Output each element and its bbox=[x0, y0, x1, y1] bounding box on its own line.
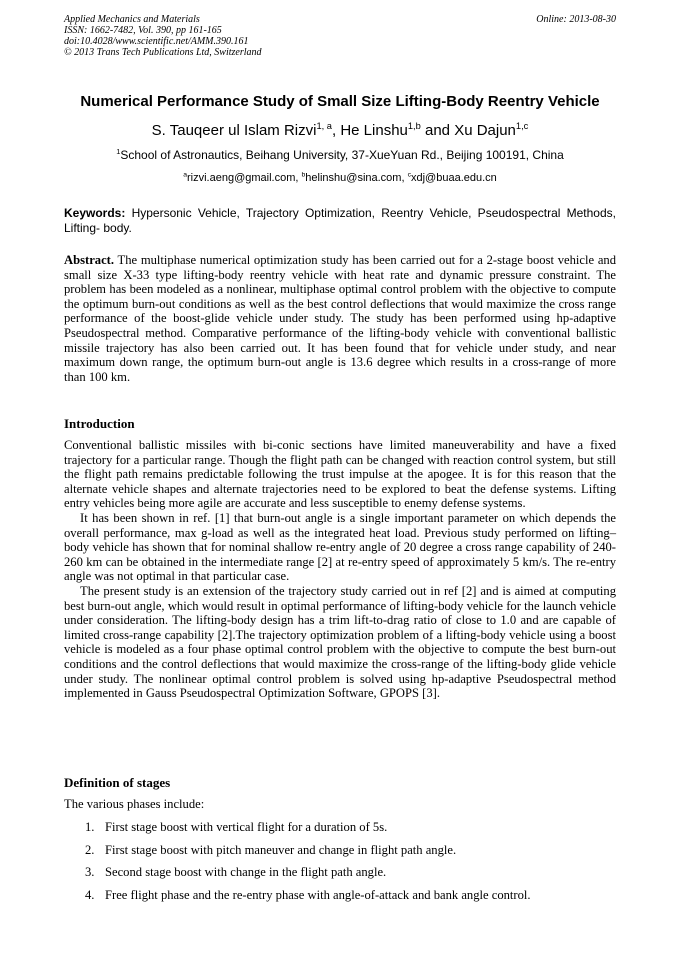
author-separator: and bbox=[420, 122, 455, 139]
abstract-text: The multiphase numerical optimization study has been carried out for a 2-stage boost vehicle and small size X-33 type lifting-body reentry vehicle with heat rate and dynamic pressure constraint. The problem has been modeled as a nonlinear, multiphase optimal control problem with the objective to compute the optimum burn-out conditions as well as the best control deflections that would maximize the cross range performance of the boost-glide vehicle under study. The study has been performed using hp-adaptive Pseudospectral method. Comparative performance of the lifting-body vehicle with conventional ballistic missile trajectory has also been carried out. It has been found that for vehicle under study, and near maximum down range, the optimum burn-out angle is 13.6 degree which results in a cross-range of more than 100 km. bbox=[64, 253, 616, 384]
email-separator: , bbox=[401, 172, 408, 184]
author-name: He Linshu bbox=[340, 122, 408, 139]
email-marker: b bbox=[301, 171, 306, 179]
stages-heading: Definition of stages bbox=[64, 775, 171, 790]
list-item bbox=[85, 820, 616, 843]
list-number: 1. bbox=[85, 820, 95, 834]
journal-doi: doi:10.4028/www.scientific.net/AMM.390.161 bbox=[64, 36, 249, 47]
author-affiliation-marker: 1,b bbox=[407, 121, 421, 131]
paragraph: It has been shown in ref. [1] that burn-out angle is a single important parameter on which depends the overall performance, max g-load as well as the integrated heat load. Previous study performed on lifting–body vehicle has shown that for nominal shallow re-entry angle of 20 degree a cross range capability of 240-260 km can be obtained in the intermediate range [2] at re-entry speed of approximately 5 km/s. The re-entry angle was not optimal in that particular case. bbox=[64, 510, 616, 584]
journal-name: Applied Mechanics and Materials bbox=[64, 14, 200, 25]
affiliation-marker: 1 bbox=[116, 147, 121, 156]
email-address[interactable]: helinshu@sina.com bbox=[305, 172, 402, 184]
list-number: 3. bbox=[85, 865, 95, 879]
paper-title: Numerical Performance Study of Small Size Lifting-Body Reentry Vehicle bbox=[80, 93, 600, 111]
affiliation-text: School of Astronautics, Beihang University, 37-XueYuan Rd., Beijing 100191, China bbox=[120, 148, 564, 162]
list-text: Second stage boost with change in the flight path angle. bbox=[105, 865, 387, 879]
list-text: First stage boost with pitch maneuver and change in flight path angle. bbox=[105, 842, 457, 857]
abstract bbox=[64, 253, 616, 384]
author-name: S. Tauqeer ul Islam Rizvi bbox=[151, 122, 317, 139]
paragraph: The present study is an extension of the trajectory study carried out in ref [2] and is aimed at computing best burn-out angle, which would result in optimal performance of lifting-body vehicle for the launch vehicle under consideration. The lifting-body design has a trim lift-to-drag ratio of close to 1.0 and are capable of limited cross-range capability [2].The trajectory optimization problem of a lifting-body vehicle using a boost vehicle is modeled as a four phase optimal control problem with the objective to compute the best burn-out conditions and the control deflections that would maximize the cross-range of the lifting-body glide vehicle under study. The nonlinear optimal control problem is solved using hp-adaptive Pseudospectral method implemented in Gauss Pseudospectral Optimization Software, GPOPS [3]. bbox=[64, 583, 616, 701]
introduction-heading: Introduction bbox=[64, 416, 135, 431]
email-marker: c bbox=[407, 171, 411, 179]
email-address[interactable]: xdj@buaa.edu.cn bbox=[411, 172, 497, 184]
list-number: 2. bbox=[85, 842, 95, 857]
list-number: 4. bbox=[85, 887, 95, 902]
author-name: Xu Dajun bbox=[454, 122, 516, 139]
list-item bbox=[85, 843, 616, 866]
author-emails bbox=[64, 171, 616, 185]
introduction-body bbox=[64, 438, 616, 701]
email-marker: a bbox=[183, 171, 187, 179]
keywords bbox=[64, 206, 616, 236]
phase-list bbox=[85, 820, 616, 910]
author-list bbox=[64, 122, 616, 140]
author-separator: , bbox=[331, 122, 341, 139]
list-text: First stage boost with vertical flight for a duration of 5s. bbox=[105, 820, 388, 834]
paragraph: Conventional ballistic missiles with bi-conic sections have limited maneuverability and have a fixed trajectory for a particular range. Though the flight path can be changed with reaction control system, but still the flight path remains predictable following the trust impulse at the apogee. It is for this reason that the alternate vehicle shapes and alternate trajectories need to be explored to beat the defense systems. Lifting entry vehicles being more agile are accurate and less susceptible to enemy defense systems. bbox=[64, 438, 616, 511]
email-separator: , bbox=[295, 172, 302, 184]
journal-issn: ISSN: 1662-7482, Vol. 390, pp 161-165 bbox=[64, 25, 222, 36]
author-affiliation-marker: 1,c bbox=[515, 121, 529, 131]
author-affiliation-marker: 1, a bbox=[316, 121, 332, 131]
list-text: Free flight phase and the re-entry phase with angle-of-attack and bank angle control. bbox=[105, 887, 531, 902]
keywords-label: Keywords: bbox=[64, 206, 126, 220]
list-item bbox=[85, 888, 616, 911]
abstract-label: Abstract. bbox=[64, 253, 115, 267]
online-date: Online: 2013-08-30 bbox=[536, 14, 616, 25]
journal-header bbox=[64, 14, 616, 58]
keywords-text: Hypersonic Vehicle, Trajectory Optimization, Reentry Vehicle, Pseudospectral Methods, Lifting- body. bbox=[64, 206, 616, 235]
email-address[interactable]: rizvi.aeng@gmail.com bbox=[187, 172, 296, 184]
list-item bbox=[85, 865, 616, 888]
stages-intro: The various phases include: bbox=[64, 797, 205, 811]
journal-copyright: © 2013 Trans Tech Publications Ltd, Switzerland bbox=[64, 47, 262, 58]
affiliation bbox=[64, 148, 616, 163]
